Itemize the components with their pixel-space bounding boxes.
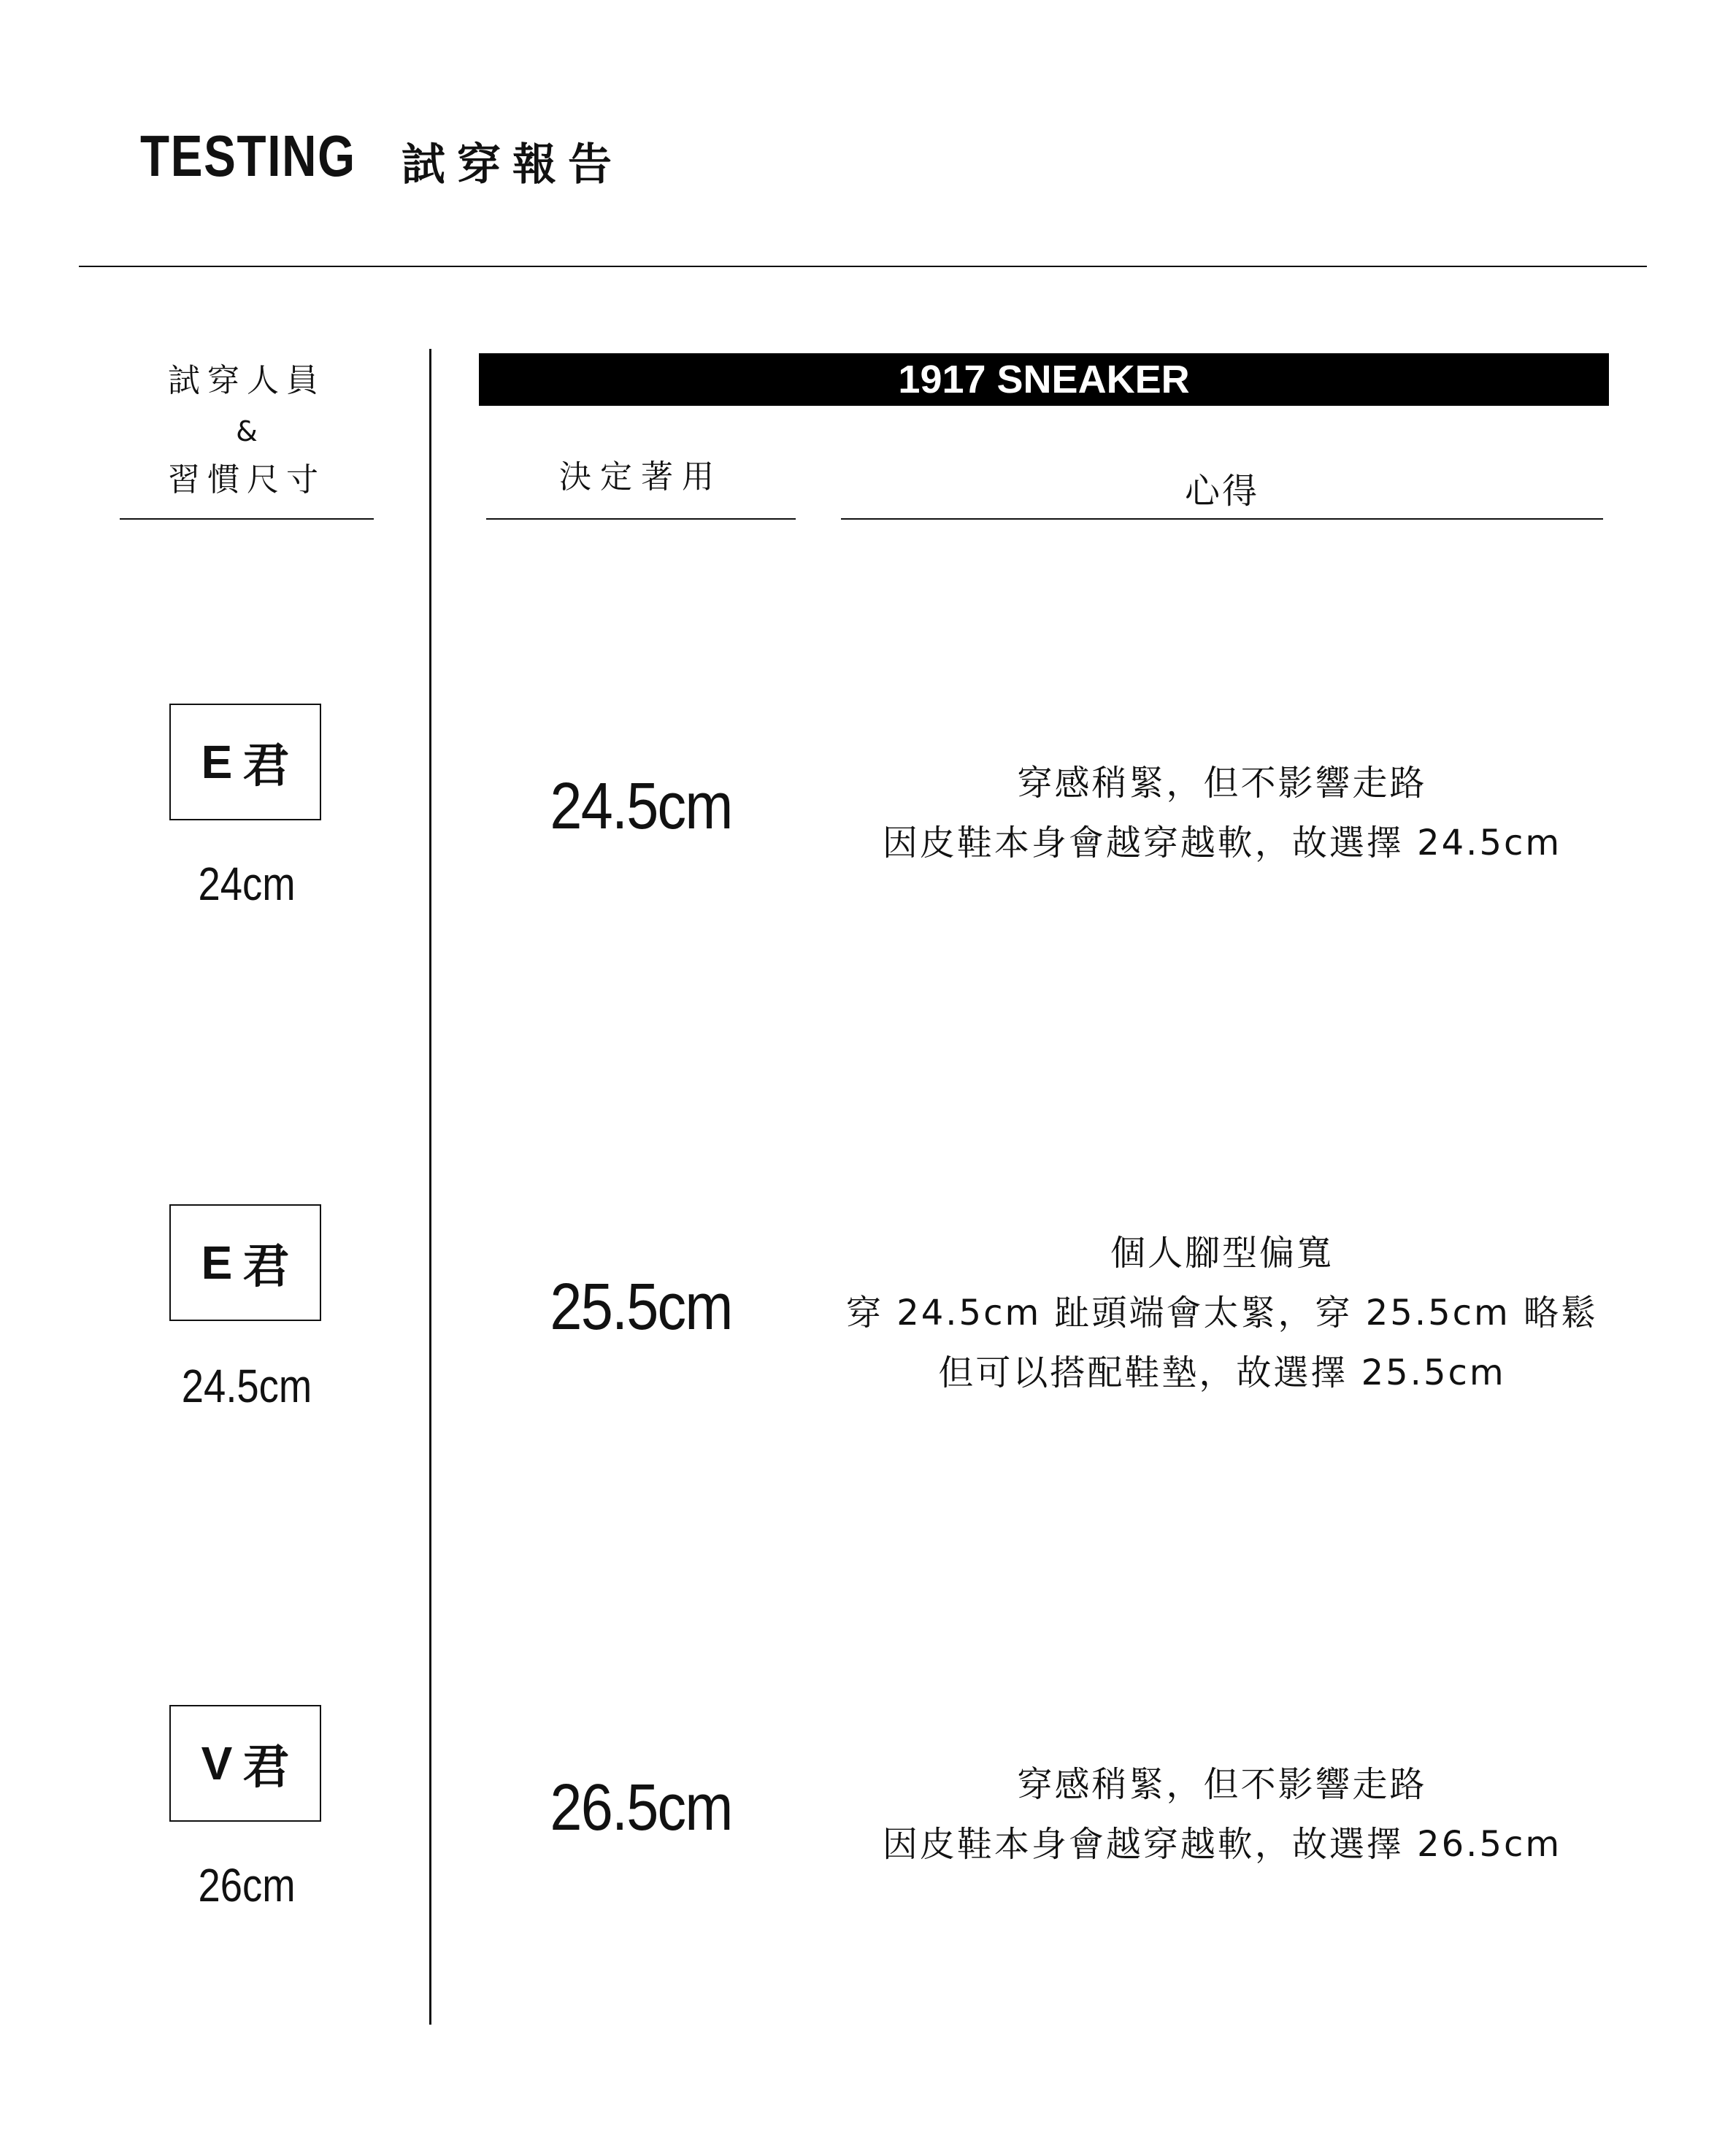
- note-line: 因皮鞋本身會越穿越軟，故選擇 24.5cm: [882, 823, 1562, 863]
- note-line: 因皮鞋本身會越穿越軟，故選擇 26.5cm: [882, 1824, 1562, 1865]
- product-name-bar: 1917 SNEAKER: [479, 353, 1609, 406]
- tester-suffix: 君: [242, 739, 290, 793]
- tester-letter: E: [201, 1236, 233, 1289]
- tester-notes: [841, 753, 1603, 873]
- tester-column-header-ampersand: &: [236, 415, 258, 447]
- page-title-zh: 試穿報告: [402, 139, 623, 190]
- tester-notes: [841, 1755, 1603, 1874]
- top-divider: [79, 266, 1647, 267]
- tester-column-header: 試穿人員: [168, 362, 326, 399]
- tester-suffix: 君: [242, 1741, 290, 1795]
- habit-size: 24cm: [198, 858, 296, 910]
- chosen-size: 26.5cm: [550, 1771, 732, 1844]
- note-line: 穿感稍緊，但不影響走路: [1017, 763, 1427, 804]
- tester-badge: [169, 1705, 321, 1822]
- habit-size: 24.5cm: [181, 1360, 312, 1412]
- tester-badge: [169, 1204, 321, 1321]
- left-header-underline: [120, 518, 374, 520]
- habit-size: 26cm: [198, 1859, 296, 1911]
- habit-size-column-header: 習慣尺寸: [168, 461, 326, 498]
- page-title-en: TESTING: [140, 123, 356, 188]
- notes-column-header: 心得: [1184, 471, 1259, 512]
- note-line: 但可以搭配鞋墊，故選擇 25.5cm: [938, 1352, 1506, 1393]
- size-header-underline: [486, 518, 796, 520]
- note-line: 個人腳型偏寬: [1110, 1233, 1334, 1274]
- chosen-size: 24.5cm: [550, 770, 732, 843]
- tester-letter: E: [201, 736, 233, 788]
- tester-suffix: 君: [242, 1240, 290, 1294]
- tester-letter: V: [201, 1737, 233, 1790]
- note-line: 穿感稍緊，但不影響走路: [1017, 1764, 1427, 1805]
- tester-notes: [841, 1223, 1603, 1403]
- tester-badge: [169, 704, 321, 820]
- vertical-divider: [429, 349, 431, 2025]
- notes-header-underline: [841, 518, 1603, 520]
- chosen-size: 25.5cm: [550, 1271, 732, 1344]
- note-line: 穿 24.5cm 趾頭端會太緊，穿 25.5cm 略鬆: [845, 1293, 1599, 1333]
- chosen-size-column-header: 決定著用: [559, 458, 723, 496]
